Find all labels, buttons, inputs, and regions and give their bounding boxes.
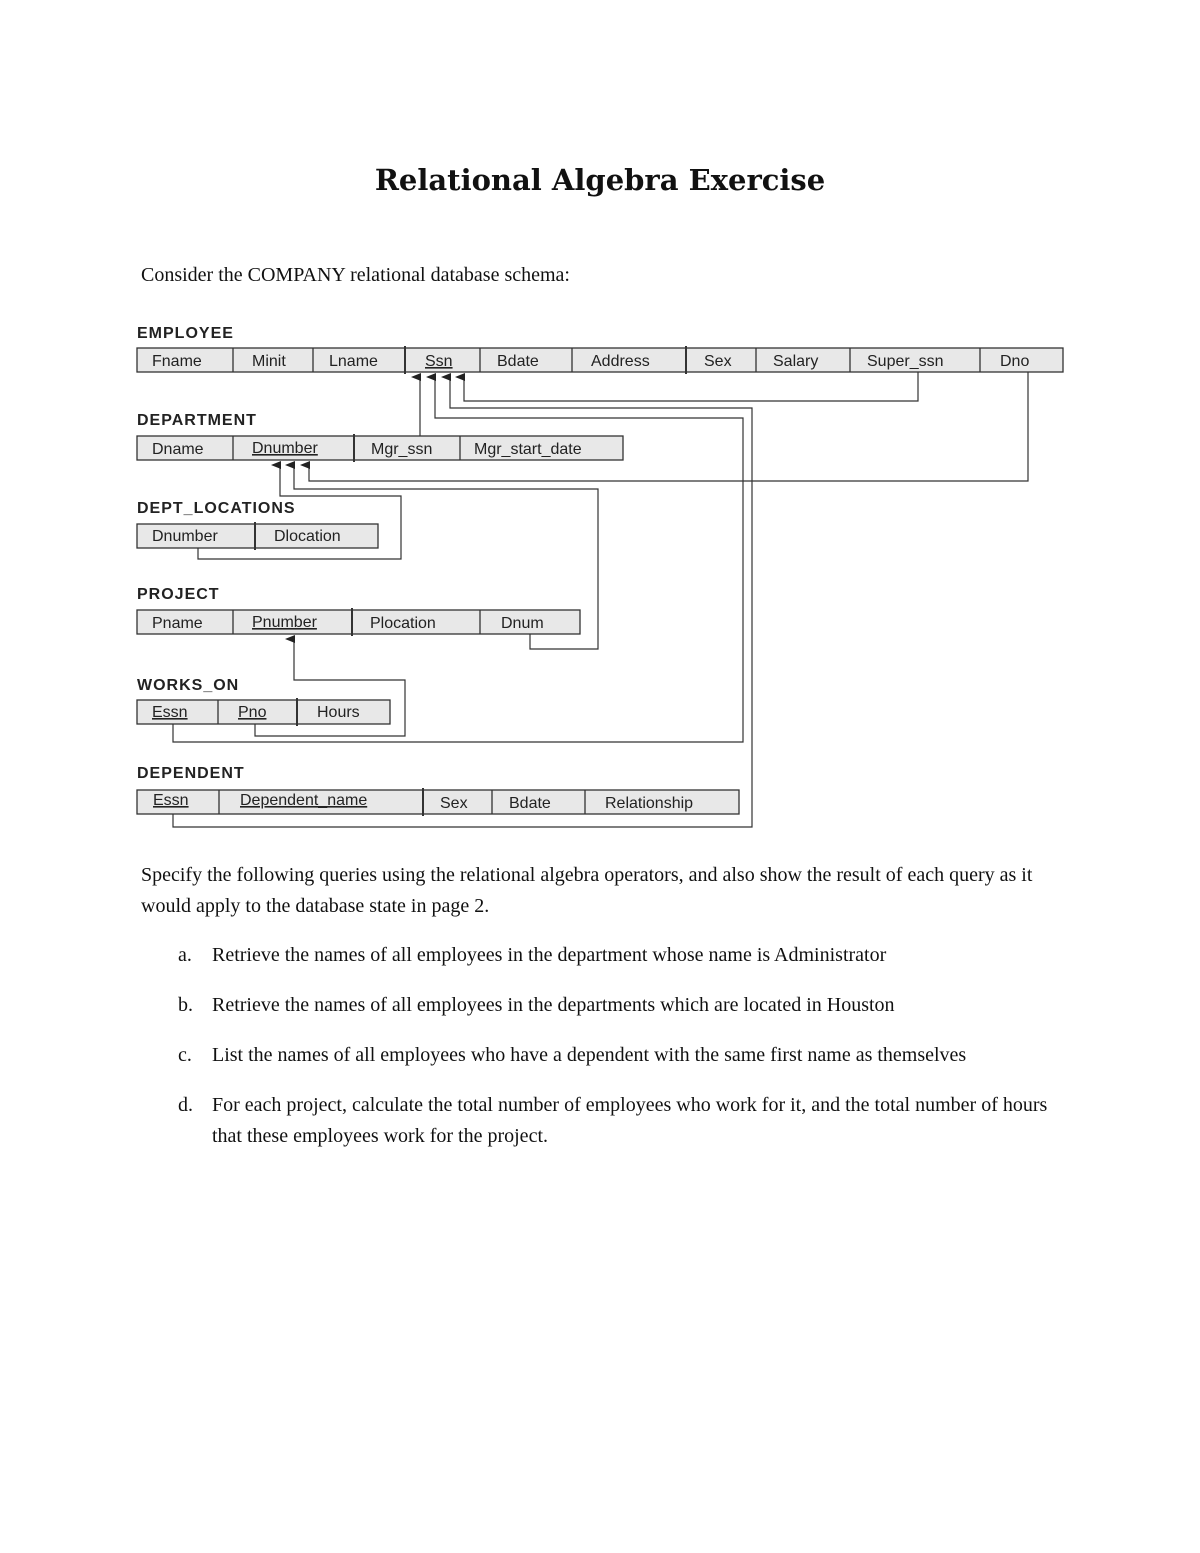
employee-attr-salary: Salary [773,353,819,370]
dependent-attr-essn: Essn [153,792,189,809]
question-text: List the names of all employees who have a dependent with the same first name as themselves [212,1044,967,1066]
project-attr-plocation: Plocation [370,615,436,632]
question-item-b [141,990,1061,1021]
dependent-relation-name: DEPENDENT [137,765,245,782]
project-relation-name: PROJECT [137,586,220,603]
dependent-attr-relationship: Relationship [605,795,694,812]
employee-attr-address: Address [591,353,650,370]
question-item-d [141,1090,1061,1152]
works-on-relation-name: WORKS_ON [137,677,240,694]
question-letter: a. [178,944,192,966]
employee-attr-super-ssn: Super_ssn [867,353,944,370]
question-letter: c. [178,1044,192,1066]
department-attr-dnumber: Dnumber [252,440,318,457]
question-item-a [141,940,1061,971]
page-title: Relational Algebra Exercise [374,163,826,197]
question-item-c [141,1040,1061,1071]
dependent-attr-bdate: Bdate [509,795,551,812]
works-on-attr-pno: Pno [238,704,267,721]
instructions-paragraph: Specify the following queries using the relational algebra operators, and also show the result of each query as it would apply to the database state in page 2. [141,864,1033,917]
employee-attr-bdate: Bdate [497,353,539,370]
question-text: Retrieve the names of all employees in the departments which are located in Houston [212,994,895,1016]
dept-locations-attr-dnumber: Dnumber [152,528,218,545]
employee-attr-fname: Fname [152,353,202,370]
employee-relation-name: EMPLOYEE [137,325,234,342]
employee-attr-dno: Dno [1000,353,1030,370]
employee-attr-sex: Sex [704,353,732,370]
department-attr-mgr-start-date: Mgr_start_date [474,441,582,458]
dependent-attr-sex: Sex [440,795,468,812]
department-relation-name: DEPARTMENT [137,412,257,429]
employee-attr-ssn: Ssn [425,353,453,370]
question-text: Retrieve the names of all employees in the department whose name is Administrator [212,944,887,966]
dept-locations-attr-dlocation: Dlocation [274,528,341,545]
employee-attr-lname: Lname [329,353,378,370]
department-attr-dname: Dname [152,441,204,458]
question-list [141,940,1061,1171]
works-on-attr-essn: Essn [152,704,188,721]
intro-text: Consider the COMPANY relational database schema: [141,264,570,286]
department-attr-mgr-ssn: Mgr_ssn [371,441,433,458]
question-letter: b. [178,994,193,1016]
question-letter: d. [178,1094,193,1116]
dept-locations-relation-name: DEPT_LOCATIONS [137,500,296,517]
question-text: For each project, calculate the total number of employees who work for it, and the total number of hours that these employees work for the project. [212,1094,1048,1147]
project-attr-pname: Pname [152,615,203,632]
works-on-attr-hours: Hours [317,704,360,721]
project-attr-pnumber: Pnumber [252,614,317,631]
project-attr-dnum: Dnum [501,615,544,632]
employee-attr-minit: Minit [252,353,286,370]
dependent-attr-dependent-name: Dependent_name [240,792,368,809]
